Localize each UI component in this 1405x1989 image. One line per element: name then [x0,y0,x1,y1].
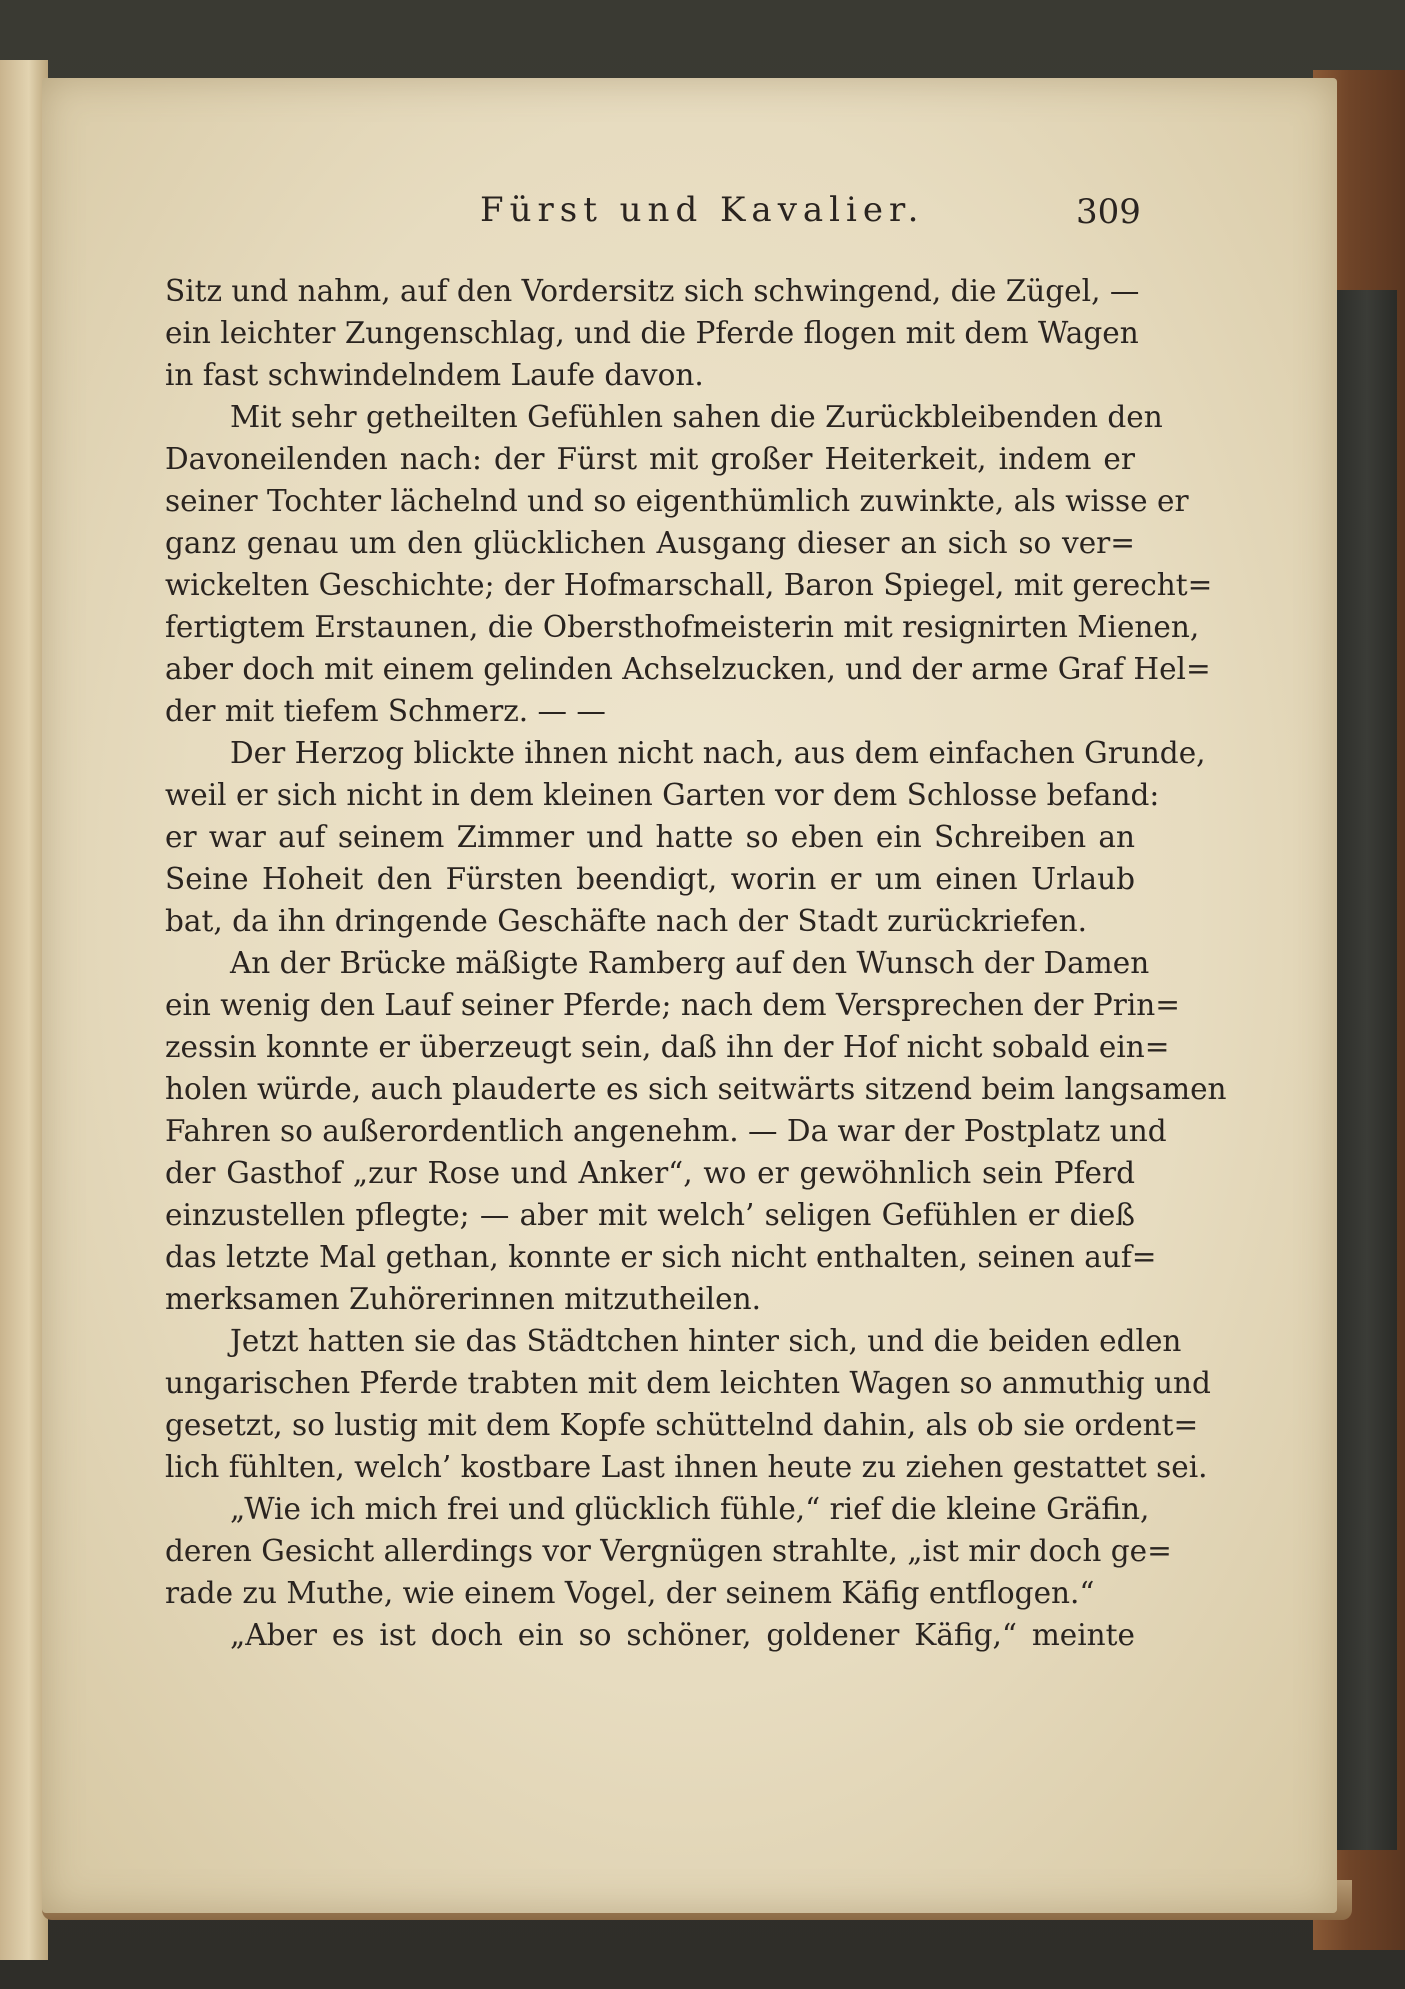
text-line: das letzte Mal gethan, konnte er sich nicht enthalten, seinen auf= [165,1240,1157,1274]
text-line: fertigtem Erstaunen, die Obersthofmeisterin mit resignirten Mienen, [165,610,1200,644]
text-line: der Gasthof „zur Rose und Anker“, wo er gewöhnlich sein Pferd [165,1156,1135,1190]
text-line: Fahren so außerordentlich angenehm. — Da war der Postplatz und [165,1114,1167,1148]
text-line: wickelten Geschichte; der Hofmarschall, Baron Spiegel, mit gerecht= [165,568,1213,602]
cover-cloth [1337,290,1397,1850]
page-number: 309 [1076,192,1141,232]
text-line: Der Herzog blickte ihnen nicht nach, aus dem einfachen Grunde, [230,736,1206,770]
text-line: An der Brücke mäßigte Ramberg auf den Wunsch der Damen [230,946,1150,980]
text-line: „Aber es ist doch ein so schöner, goldener Käfig,“ meinte [230,1618,1135,1652]
text-line: Davoneilenden nach: der Fürst mit großer Heiterkeit, indem er [165,442,1135,476]
text-line: deren Gesicht allerdings vor Vergnügen strahlte, „ist mir doch ge= [165,1534,1172,1568]
text-line: weil er sich nicht in dem kleinen Garten vor dem Schlosse befand: [165,778,1160,812]
text-line: Mit sehr getheilten Gefühlen sahen die Zurückbleibenden den [230,400,1163,434]
text-line: ein wenig den Lauf seiner Pferde; nach dem Versprechen der Prin= [165,988,1181,1022]
text-line: ungarischen Pferde trabten mit dem leichten Wagen so anmuthig und [165,1366,1211,1400]
text-line: einzustellen pflegte; — aber mit welch’ seligen Gefühlen er dieß [165,1198,1135,1232]
text-line: Sitz und nahm, auf den Vordersitz sich schwingend, die Zügel, — [165,274,1140,308]
body-text [165,270,1227,1656]
text-line: er war auf seinem Zimmer und hatte so eben ein Schreiben an [165,820,1135,854]
text-line: „Wie ich mich frei und glücklich fühle,“ rief die kleine Gräfin, [230,1492,1150,1526]
text-line: gesetzt, so lustig mit dem Kopfe schüttelnd dahin, als ob sie ordent= [165,1408,1199,1442]
text-line: ganz genau um den glücklichen Ausgang dieser an sich so ver= [165,526,1135,560]
text-line: Jetzt hatten sie das Städtchen hinter sich, und die beiden edlen [230,1324,1182,1358]
text-line: ein leichter Zungenschlag, und die Pferde flogen mit dem Wagen [165,316,1139,350]
text-line: zessin konnte er überzeugt sein, daß ihn der Hof nicht sobald ein= [165,1030,1170,1064]
text-line: in fast schwindelndem Laufe davon. [165,358,704,392]
text-line: merksamen Zuhörerinnen mitzutheilen. [165,1282,761,1316]
text-line: aber doch mit einem gelinden Achselzucken, und der arme Graf Hel= [165,652,1211,686]
text-line: holen würde, auch plauderte es sich seitwärts sitzend beim langsamen [165,1072,1227,1106]
text-line: seiner Tochter lächelnd und so eigenthümlich zuwinkte, als wisse er [165,484,1189,518]
text-line: der mit tiefem Schmerz. — — [165,694,606,728]
left-page-edge [0,60,48,1960]
text-line: lich fühlten, welch’ kostbare Last ihnen heute zu ziehen gestattet sei. [165,1450,1208,1484]
running-title: Fürst und Kavalier. [480,190,925,230]
text-line: rade zu Muthe, wie einem Vogel, der seinem Käfig entflogen.“ [165,1576,1095,1610]
text-line: Seine Hoheit den Fürsten beendigt, worin er um einen Urlaub [165,862,1135,896]
text-line: bat, da ihn dringende Geschäfte nach der Stadt zurückriefen. [165,904,1087,938]
